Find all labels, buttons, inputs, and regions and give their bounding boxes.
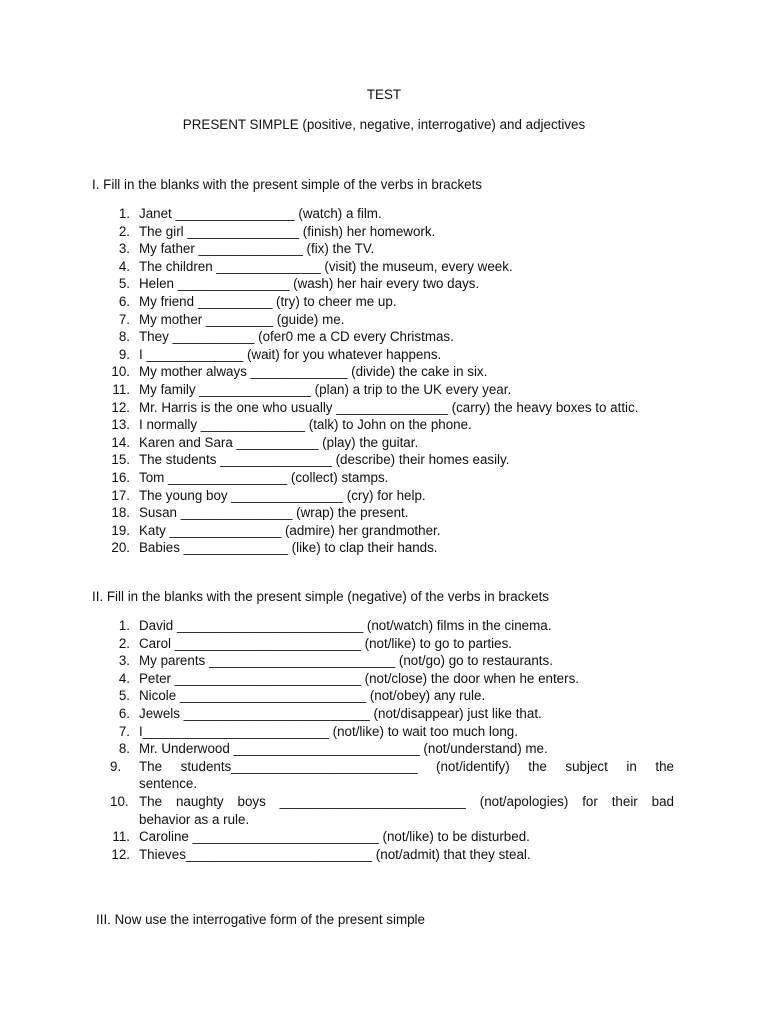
item-number: 6. (118, 705, 130, 721)
item-text-line-2: behavior as a rule. (139, 811, 250, 827)
exercise-item (110, 705, 674, 723)
exercise-item (110, 828, 674, 846)
document-subtitle: PRESENT SIMPLE (positive, negative, interrogative) and adjectives (182, 117, 586, 132)
item-number: 12. (111, 846, 130, 862)
exercise-item (110, 469, 674, 487)
item-text: Jewels _________________________ (not/disappear) just like that. (139, 705, 542, 721)
item-text: Peter _________________________ (not/close) the door when he enters. (139, 670, 580, 686)
section-2-heading: II. Fill in the blanks with the present simple (negative) of the verbs in brackets (92, 589, 549, 604)
exercise-item (110, 205, 674, 223)
section-1-exercise-list (110, 205, 674, 557)
item-number: 15. (111, 452, 130, 468)
item-number: 8. (118, 329, 130, 345)
item-text: My family _______________ (plan) a trip to the UK every year. (139, 381, 512, 397)
item-text: Karen and Sara ___________ (play) the guitar. (139, 434, 419, 450)
item-text-line-1: The naughty boys _________________________ (not/apologies) for their bad (139, 793, 674, 809)
item-text: Babies ______________ (like) to clap their hands. (139, 540, 438, 556)
exercise-item (110, 539, 674, 557)
item-text: The children ______________ (visit) the museum, every week. (139, 258, 513, 274)
exercise-item (110, 275, 674, 293)
item-text: Carol _________________________ (not/like) to go to parties. (139, 635, 512, 651)
exercise-item (110, 363, 674, 381)
item-text: Caroline _________________________ (not/like) to be disturbed. (139, 829, 530, 845)
item-number: 9. (110, 758, 122, 774)
item-text: Thieves_________________________ (not/admit) that they steal. (139, 846, 531, 862)
item-number: 1. (118, 618, 130, 633)
item-number: 20. (111, 540, 130, 556)
item-number: 12. (111, 399, 130, 415)
item-number: 18. (111, 505, 130, 521)
item-number: 5. (118, 688, 130, 704)
item-text: My mother _________ (guide) me. (139, 311, 345, 327)
item-text-line-2: sentence. (139, 776, 198, 792)
item-number: 4. (118, 670, 130, 686)
item-number: 8. (118, 741, 130, 757)
exercise-item (110, 416, 674, 434)
item-number: 7. (118, 311, 130, 327)
item-number: 1. (118, 206, 130, 221)
exercise-item (110, 223, 674, 241)
exercise-item (110, 617, 674, 635)
item-text: My father ______________ (fix) the TV. (139, 241, 375, 257)
section-1-heading: I. Fill in the blanks with the present simple of the verbs in brackets (92, 177, 482, 192)
item-number: 13. (111, 417, 130, 433)
item-text: Susan _______________ (wrap) the present. (139, 505, 409, 521)
item-text: My mother always _____________ (divide) the cake in six. (139, 364, 488, 380)
exercise-item (110, 670, 674, 688)
section-3-heading: III. Now use the interrogative form of the present simple (96, 912, 425, 927)
item-text: Nicole _________________________ (not/obey) any rule. (139, 688, 486, 704)
item-text: My parents _________________________ (not/go) go to restaurants. (139, 653, 553, 669)
exercise-item (110, 434, 674, 452)
section-2-exercise-list (110, 617, 674, 863)
exercise-item (110, 328, 674, 346)
exercise-item (110, 652, 674, 670)
exercise-item (110, 346, 674, 364)
item-text: They ___________ (ofer0 me a CD every Christmas. (139, 329, 454, 345)
item-text: I _____________ (wait) for you whatever happens. (139, 346, 442, 362)
item-text: Mr. Harris is the one who usually _______________ (carry) the heavy boxes to attic. (139, 399, 639, 415)
item-number: 11. (112, 829, 130, 845)
item-number: 14. (111, 434, 130, 450)
item-number: 3. (118, 653, 130, 669)
item-text: The girl _______________ (finish) her homework. (139, 223, 436, 239)
exercise-item (110, 293, 674, 311)
item-text: I_________________________ (not/like) to wait too much long. (139, 723, 518, 739)
exercise-item (110, 451, 674, 469)
document-title: TEST (366, 87, 402, 102)
exercise-item (110, 522, 674, 540)
item-number: 10. (110, 793, 129, 809)
item-number: 5. (118, 276, 130, 292)
item-number: 11. (112, 381, 130, 397)
exercise-item (110, 758, 674, 793)
item-number: 2. (118, 223, 130, 239)
item-text: Katy _______________ (admire) her grandmother. (139, 522, 441, 538)
item-number: 16. (111, 469, 130, 485)
item-number: 4. (118, 258, 130, 274)
item-text: I normally ______________ (talk) to John on the phone. (139, 417, 472, 433)
exercise-item (110, 399, 674, 417)
item-number: 7. (118, 723, 130, 739)
exercise-item (110, 240, 674, 258)
exercise-item (110, 311, 674, 329)
item-number: 3. (118, 241, 130, 257)
exercise-item (110, 793, 674, 828)
item-text: David _________________________ (not/watch) films in the cinema. (139, 618, 552, 633)
item-number: 6. (118, 293, 130, 309)
item-text: The students _______________ (describe) their homes easily. (139, 452, 510, 468)
item-text: Janet ________________ (watch) a film. (139, 206, 382, 221)
item-text: Tom ________________ (collect) stamps. (139, 469, 389, 485)
exercise-item (110, 846, 674, 864)
exercise-item (110, 258, 674, 276)
item-number: 9. (118, 346, 130, 362)
item-text-line-1: The students_________________________ (not/identify) the subject in the (139, 758, 674, 774)
item-text: The young boy _______________ (cry) for help. (139, 487, 426, 503)
exercise-item (110, 635, 674, 653)
exercise-item (110, 504, 674, 522)
item-number: 10. (111, 364, 130, 380)
item-number: 2. (118, 635, 130, 651)
exercise-item (110, 740, 674, 758)
item-number: 19. (111, 522, 130, 538)
item-text: My friend __________ (try) to cheer me up. (139, 293, 397, 309)
exercise-item (110, 381, 674, 399)
item-text: Mr. Underwood _________________________ (not/understand) me. (139, 741, 548, 757)
item-number: 17. (111, 487, 130, 503)
exercise-item (110, 723, 674, 741)
exercise-item (110, 687, 674, 705)
item-text: Helen _______________ (wash) her hair every two days. (139, 276, 480, 292)
exercise-item (110, 487, 674, 505)
